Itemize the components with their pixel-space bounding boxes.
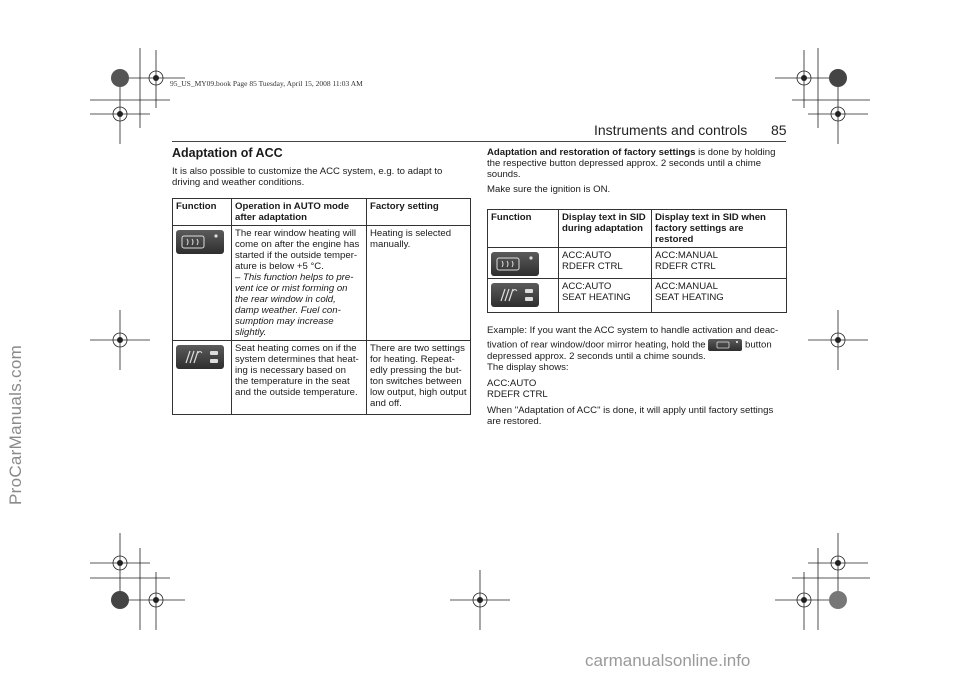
rear-window-defrost-icon (176, 230, 224, 254)
during-cell (559, 248, 652, 279)
text-line: Example: If you want the ACC system to handle activation and deac- (487, 325, 779, 336)
header-rule (172, 141, 786, 142)
restored-cell (652, 279, 787, 313)
display-example (487, 378, 548, 400)
table-row (173, 341, 471, 415)
text-line: RDEFR CTRL (655, 261, 716, 272)
text-line: ton switches between (370, 376, 462, 387)
function-cell (488, 248, 559, 279)
table-row (173, 226, 471, 341)
col-header-function: Function (173, 199, 232, 226)
text-line: RDEFR CTRL (487, 389, 548, 400)
text-line: for heating. Repeat- (370, 354, 455, 365)
bottom-watermark: carmanualsonline.info (585, 651, 751, 670)
text-line: depressed approx. 2 seconds until a chime sounds. (487, 351, 706, 362)
text-line: Heating is selected (370, 228, 452, 239)
text-line: ACC:MANUAL (655, 281, 718, 292)
col-header-during: Display text in SID during adaptation (559, 210, 652, 248)
factory-cell (367, 226, 471, 341)
text-line: ACC:MANUAL (655, 250, 718, 261)
text-line: The rear window heating will (235, 228, 357, 239)
restore-paragraph (487, 147, 787, 180)
text-span: tivation of rear window/door mirror heating, hold the (487, 339, 706, 351)
table-row (488, 279, 787, 313)
text-line (487, 339, 792, 351)
note-line: vent ice or mist forming on (235, 283, 348, 294)
text-line: manually. (370, 239, 411, 250)
seat-heating-icon (491, 283, 539, 307)
text-line: RDEFR CTRL (562, 261, 623, 272)
text-span: button (744, 339, 772, 351)
table-row (488, 248, 787, 279)
text-line: There are two settings (370, 343, 465, 354)
text-line: ACC:AUTO (487, 378, 537, 389)
text-line: system determines that heat- (235, 354, 359, 365)
text-line: SEAT HEATING (655, 292, 724, 303)
text-span: is done by holding (695, 147, 776, 158)
text-line: the respective button depressed approx. 2 seconds until a chime (487, 158, 762, 169)
text-line: are restored. (487, 416, 542, 427)
col-header-operation: Operation in AUTO mode after adaptation (232, 199, 367, 226)
text-line: When "Adaptation of ACC" is done, it will apply until factory settings (487, 405, 774, 416)
bold-lead: Adaptation and restoration of factory settings (487, 147, 696, 158)
function-cell (488, 279, 559, 313)
text-line: the temperature in the seat (235, 376, 350, 387)
page-number: 85 (771, 122, 787, 138)
ignition-note: Make sure the ignition is ON. (487, 184, 611, 195)
factory-cell (367, 341, 471, 415)
intro-line-2: driving and weather conditions. (172, 177, 305, 188)
text-line: and the outside temperature. (235, 387, 358, 398)
note-line: the rear window in cold, (235, 294, 336, 305)
rear-window-defrost-icon (708, 339, 742, 351)
sid-display-table (487, 209, 787, 313)
col-header-restored: Display text in SID when factory settings are restored (652, 210, 787, 248)
text-line: ACC:AUTO (562, 281, 612, 292)
restored-cell (652, 248, 787, 279)
seat-heating-icon (176, 345, 224, 369)
text-line: ACC:AUTO (562, 250, 612, 261)
during-cell (559, 279, 652, 313)
note-line: damp weather. Fuel con- (235, 305, 341, 316)
note-line: – This function helps to pre- (235, 272, 354, 283)
text-line: edly pressing the but- (370, 365, 462, 376)
function-cell (173, 226, 232, 341)
example-paragraph (487, 325, 792, 373)
side-watermark: ProCarManuals.com (6, 344, 25, 505)
text-line: started if the outside temper- (235, 250, 358, 261)
intro-paragraph (172, 166, 442, 188)
text-line: SEAT HEATING (562, 292, 631, 303)
text-line: Seat heating comes on if the (235, 343, 357, 354)
text-line: low output, high output (370, 387, 467, 398)
intro-line-1: It is also possible to customize the ACC system, e.g. to adapt to (172, 166, 443, 177)
text-line: sounds. (487, 169, 521, 180)
operation-cell (232, 226, 367, 341)
col-header-function: Function (488, 210, 559, 248)
text-line: ature is below +5 °C. (235, 261, 324, 272)
rear-window-defrost-icon (491, 252, 539, 276)
col-header-factory: Factory setting (367, 199, 471, 226)
text-line (487, 147, 787, 158)
note-line: slightly. (235, 327, 267, 338)
text-line: The display shows: (487, 362, 569, 373)
note-line: sumption may increase (235, 316, 334, 327)
file-note: 95_US_MY09.book Page 85 Tuesday, April 15, 2008 11:03 AM (170, 79, 363, 88)
text-line: and off. (370, 398, 402, 409)
section-title: Instruments and controls (594, 122, 748, 138)
operation-cell (232, 341, 367, 415)
section-heading: Adaptation of ACC (172, 146, 283, 160)
text-line: ing is necessary based on (235, 365, 346, 376)
text-line: come on after the engine has (235, 239, 360, 250)
final-paragraph (487, 405, 792, 427)
adaptation-table (172, 198, 471, 415)
function-cell (173, 341, 232, 415)
